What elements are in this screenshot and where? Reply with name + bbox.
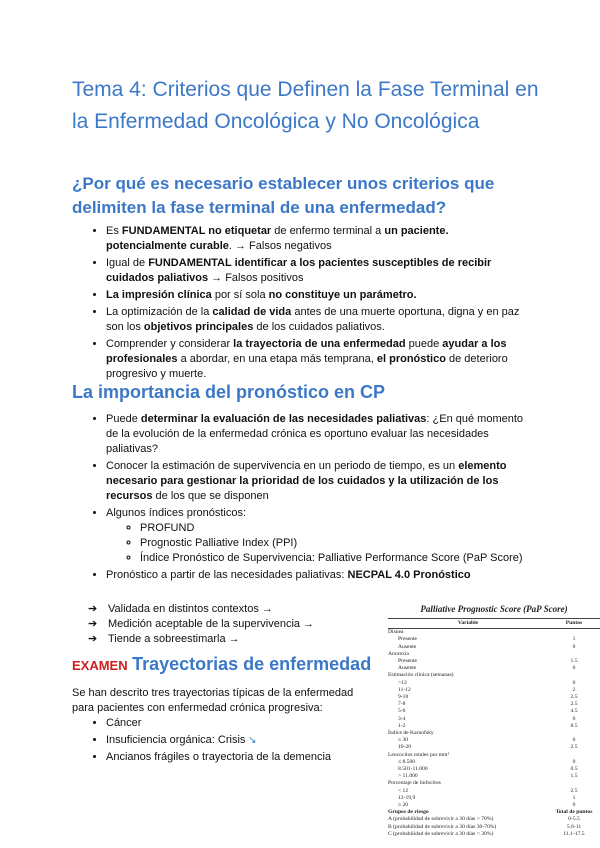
list-item: • Conocer la estimación de supervivencia en un periodo de tiempo, es un elemento necesario para gestionar la prioridad de los cuidados y la utilización de los recursos de los que se disponen <box>106 459 532 504</box>
pap-table <box>388 618 600 838</box>
list-item: • La impresión clínica por sí sola no constituye un parámetro. <box>106 288 532 303</box>
necpal-arrow-list <box>88 602 314 647</box>
table-row: 10-20 2.5 <box>398 744 578 751</box>
table-row: 11-12 2 <box>398 686 576 693</box>
table-row: A (probabilidad de sobrevivir a 30 días > 70%) 0-5.5 <box>388 816 580 823</box>
table-row: Presente 1 <box>398 636 576 643</box>
arrow-icon: ➔ <box>88 618 98 630</box>
table-row: B (probabilidad de sobrevivir a 30 días 30-70%) 5.6-11 <box>388 823 582 830</box>
table-row: Porcentaje de linfocitos <box>388 780 441 787</box>
table-row: Disnea <box>388 629 404 636</box>
trajectories-intro: Se han descrito tres trayectorias típicas de la enfermedad para pacientes con enfermedad crónica progresiva: <box>72 687 354 714</box>
section-heading-trajectories: Trayectorias de enfermedad <box>132 654 372 674</box>
table-row: < 12 2.5 <box>398 787 578 794</box>
table-row: ≥ 30 0 <box>398 737 576 744</box>
table-row: Grupos de riesgo Total de puntos <box>388 809 593 816</box>
table-row: >12 0 <box>398 679 576 686</box>
page-title: Tema 4: Criterios que Definen la Fase Terminal en la Enfermedad Oncológica y No Oncológica <box>72 78 539 133</box>
list-item: • Puede determinar la evaluación de las necesidades paliativas: ¿En qué momento de la evolución de la enfermedad crónica es oportuno evaluar las necesidades paliativas? <box>106 412 532 457</box>
list-item: • Ancianos frágiles o trayectoria de la demencia <box>106 750 366 765</box>
trajectories-heading-row <box>72 654 371 675</box>
sub-list-item: ◦ Prognostic Palliative Index (PPI) <box>140 536 532 551</box>
table-row: 9-10 2.5 <box>398 694 578 701</box>
table-row: 7-8 2.5 <box>398 701 578 708</box>
criteria-list <box>72 224 532 384</box>
table-row: 1-2 8.5 <box>398 722 578 729</box>
table-row: Presente 1.5 <box>398 658 578 665</box>
table-row: 8.501-11.000 0.5 <box>398 766 578 773</box>
pap-score-table-image <box>388 604 600 838</box>
pap-col-points: Puntos <box>548 619 600 629</box>
table-row: Leucocitos totales por mm³ <box>388 751 450 758</box>
pap-col-variable: Variable <box>388 619 548 629</box>
table-row: ≤ 8.500 0 <box>398 758 576 765</box>
table-row: Índice de Karnofsky <box>388 730 434 737</box>
arrow-icon: ➔ <box>88 603 98 615</box>
arrow-item: ➔ Validada en distintos contextos → <box>88 603 273 615</box>
table-row: 3-4 6 <box>398 715 576 722</box>
table-row: Ausente 0 <box>398 665 576 672</box>
table-row: 5-6 4.5 <box>398 708 578 715</box>
exam-tag: EXAMEN <box>72 658 128 673</box>
table-row: Estimación clínica (semanas) <box>388 672 454 679</box>
list-item: • Comprender y considerar la trayectoria de una enfermedad puede ayudar a los profesionales a abordar, en una etapa más temprana, el pronóstico de deterioro progresivo y muerte. <box>106 337 532 382</box>
table-row: C (probabilidad de sobrevivir a 30 días < 30%) 11.1-17.5 <box>388 830 585 837</box>
arrow-item: ➔ Medición aceptable de la supervivencia → <box>88 618 315 630</box>
list-item: • La optimización de la calidad de vida antes de una muerte oportuna, digna y en paz son los objetivos principales de los cuidados paliativos. <box>106 305 532 335</box>
trajectories-list <box>72 716 366 767</box>
table-row: 12-19,9 1 <box>398 794 576 801</box>
sub-list-item: ◦ Índice Pronóstico de Supervivencia: Palliative Performance Score (PaP Score) <box>140 551 532 566</box>
list-item: • Insuficiencia orgánica: Crisis ↘ <box>106 733 366 748</box>
table-row: Anorexia <box>388 650 409 657</box>
table-row: Ausente 0 <box>398 643 576 650</box>
list-item: • Algunos índices pronósticos: ◦ PROFUND ◦ Prognostic Palliative Index (PPI) ◦ Índice Pronóstico de Supervivencia: Palliative Performance Score (PaP Score) <box>106 506 532 566</box>
prognostic-indices-list <box>106 521 532 566</box>
sub-list-item: ◦ PROFUND <box>140 521 532 536</box>
table-row: ≥ 20 0 <box>398 802 576 809</box>
pap-table-title: Palliative Prognostic Score (PaP Score) <box>420 604 568 614</box>
list-item: • Es FUNDAMENTAL no etiquetar de enfermo terminal a un paciente. potencialmente curable. → Falsos negativos <box>106 224 532 254</box>
section-heading-prognosis: La importancia del pronóstico en CP <box>72 382 386 402</box>
arrow-icon: ➔ <box>88 633 98 645</box>
prognosis-list <box>72 412 532 585</box>
list-item: • Igual de FUNDAMENTAL identificar a los pacientes susceptibles de recibir cuidados paliativos → Falsos positivos <box>106 256 532 286</box>
arrow-item: ➔ Tiende a sobreestimarla → <box>88 633 240 645</box>
list-item: • Cáncer <box>106 716 366 731</box>
list-item: • Pronóstico a partir de las necesidades paliativas: NECPAL 4.0 Pronóstico <box>106 568 532 583</box>
decline-line-icon: ↘ <box>245 735 257 746</box>
table-row: > 11.000 1.5 <box>398 773 578 780</box>
section-heading-criteria: ¿Por qué es necesario establecer unos criterios que delimiten la fase terminal de una enfermedad? <box>72 174 495 217</box>
